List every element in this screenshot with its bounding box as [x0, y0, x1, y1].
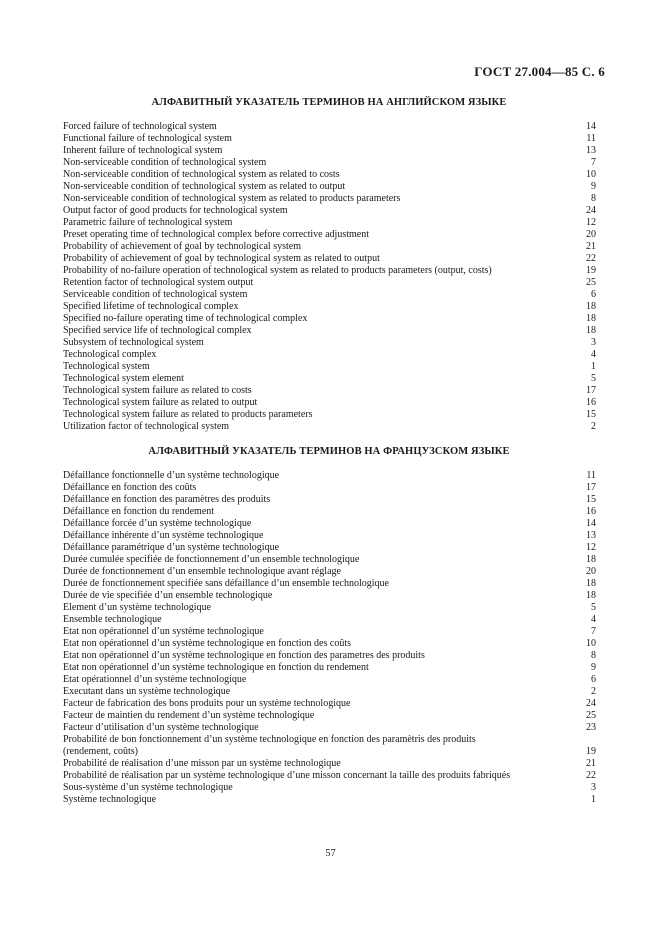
entry-term-number: 13 [586, 530, 596, 541]
index-entry [63, 133, 596, 145]
entry-term [63, 373, 596, 385]
entry-term-number: 4 [591, 614, 596, 625]
entry-term-number: 6 [591, 674, 596, 685]
entry-term-text: Non-serviceable condition of technological system as related to output [63, 181, 346, 192]
entry-term-number: 19 [586, 746, 596, 757]
index-entry [63, 590, 596, 602]
entry-term [63, 506, 596, 518]
entry-term [63, 650, 596, 662]
index-entry [63, 205, 596, 217]
entry-term-number: 18 [586, 325, 596, 336]
index-entry [63, 337, 596, 349]
english-index-title: АЛФАВИТНЫЙ УКАЗАТЕЛЬ ТЕРМИНОВ НА АНГЛИЙСКОМ ЯЗЫКЕ [151, 97, 507, 108]
entry-term-number: 1 [591, 794, 596, 805]
index-entry [63, 145, 596, 157]
entry-term-text: Forced failure of technological system [63, 121, 217, 132]
entry-term [63, 794, 596, 806]
entry-term-number: 2 [591, 421, 596, 432]
entry-term [63, 710, 596, 722]
index-entry [63, 722, 596, 734]
entry-term [63, 686, 596, 698]
entry-term-number: 12 [586, 542, 596, 553]
index-entry [63, 518, 596, 530]
entry-term-text: Utilization factor of technological system [63, 421, 230, 432]
entry-term-number: 8 [591, 650, 596, 661]
index-entry [63, 277, 596, 289]
entry-term-number: 8 [591, 193, 596, 204]
document-reference: ГОСТ 27.004—85 С. 6 [474, 64, 605, 79]
index-entry [63, 530, 596, 542]
entry-term-text: Durée cumulée specifiée de fonctionnement d’un ensemble technologique [63, 554, 360, 565]
entry-term-number: 3 [591, 337, 596, 348]
index-entry [63, 758, 596, 770]
index-entry [63, 674, 596, 686]
entry-term [63, 566, 596, 578]
entry-term [63, 662, 596, 674]
entry-term [63, 770, 596, 782]
entry-term-text: Retention factor of technological system output [63, 277, 254, 288]
entry-term [63, 782, 596, 794]
entry-term-text: Element d’un système technologique [63, 602, 212, 613]
entry-term-number: 10 [586, 638, 596, 649]
entry-term [63, 121, 596, 133]
entry-term [63, 674, 596, 686]
entry-term [63, 313, 596, 325]
entry-term-text: Etat non opérationnel d’un système technologique en fonction des parametres des produits [63, 650, 425, 661]
entry-term-text: Facteur de fabrication des bons produits pour un système technologique [63, 698, 351, 709]
entry-term-text: Défaillance forcée d’un système technologique [63, 518, 252, 529]
entry-term-text: Output factor of good products for technological system [63, 205, 288, 216]
entry-term-number: 18 [586, 578, 596, 589]
entry-term-number: 6 [591, 289, 596, 300]
entry-term-number: 16 [586, 506, 596, 517]
entry-term-number: 2 [591, 686, 596, 697]
entry-term [63, 482, 596, 494]
entry-term [63, 614, 596, 626]
entry-term-number: 11 [586, 470, 596, 481]
entry-term [63, 554, 596, 566]
entry-term-number: 7 [591, 626, 596, 637]
entry-term [63, 169, 596, 181]
entry-term-text: Specified no-failure operating time of technological complex [63, 313, 308, 324]
entry-term [63, 253, 596, 265]
index-entry [63, 650, 596, 662]
index-entry [63, 710, 596, 722]
entry-term [63, 409, 596, 421]
entry-term-text: Facteur de maintien du rendement d’un système technologique [63, 710, 315, 721]
entry-term-text: Système technologique [63, 794, 157, 805]
entry-term-text: Probabilité de réalisation par un système technologique d’une misson concernant la taille des produits fabriqués [63, 770, 511, 781]
index-entry [63, 193, 596, 205]
entry-term [63, 337, 596, 349]
entry-term [63, 421, 596, 433]
entry-term [63, 289, 596, 301]
entry-term-number: 7 [591, 157, 596, 168]
entry-term-text: Specified service life of technological complex [63, 325, 252, 336]
entry-term-text: Défaillance fonctionnelle d’un système technologique [63, 470, 280, 481]
entry-term-number: 25 [586, 277, 596, 288]
entry-term [63, 193, 596, 205]
entry-term-number: 3 [591, 782, 596, 793]
index-entry [63, 602, 596, 614]
index-entry [63, 494, 596, 506]
index-entry [63, 385, 596, 397]
entry-term-text: Défaillance en fonction du rendement [63, 506, 215, 517]
entry-term-number: 24 [586, 698, 596, 709]
entry-term-number: 15 [586, 409, 596, 420]
index-entry [63, 241, 596, 253]
index-entry [63, 482, 596, 494]
entry-term [63, 530, 596, 542]
page-number: 57 [325, 848, 336, 859]
index-entry [63, 373, 596, 385]
entry-term [63, 542, 596, 554]
index-entry [63, 397, 596, 409]
index-entry [63, 794, 596, 806]
entry-term-number: 17 [586, 482, 596, 493]
index-entry [63, 157, 596, 169]
entry-term-text: Technological system failure as related to costs [63, 385, 252, 396]
index-entry [63, 313, 596, 325]
index-entry [63, 409, 596, 421]
entry-term [63, 277, 596, 289]
entry-term-number: 16 [586, 397, 596, 408]
index-entry [63, 217, 596, 229]
entry-term-text: Serviceable condition of technological system [63, 289, 248, 300]
entry-term-text: Etat non opérationnel d’un système technologique en fonction des coûts [63, 638, 351, 649]
entry-term-number: 5 [591, 602, 596, 613]
index-entry [63, 169, 596, 181]
entry-term [63, 349, 596, 361]
index-entry [63, 289, 596, 301]
entry-term-text: Ensemble technologique [63, 614, 162, 625]
entry-term-number: 20 [586, 566, 596, 577]
french-index-title: АЛФАВИТНЫЙ УКАЗАТЕЛЬ ТЕРМИНОВ НА ФРАНЦУЗСКОМ ЯЗЫКЕ [148, 446, 510, 457]
entry-term-number: 23 [586, 722, 596, 733]
entry-term-text: Executant dans un système technologique [63, 686, 231, 697]
entry-term-text: Etat opérationnel d’un système technologique [63, 674, 247, 685]
entry-term-number: 18 [586, 301, 596, 312]
entry-term-text: Preset operating time of technological complex before corrective adjustment [63, 229, 369, 240]
entry-term-text: Probabilité de bon fonctionnement d’un système technologique en fonction des paramètris des produits [63, 734, 476, 745]
entry-term [63, 638, 596, 650]
english-term-list [63, 121, 596, 433]
index-entry [63, 734, 596, 758]
entry-term [63, 758, 596, 770]
index-entry [63, 686, 596, 698]
entry-term [63, 385, 596, 397]
entry-term-number: 24 [586, 205, 596, 216]
entry-term-number: 17 [586, 385, 596, 396]
index-entry [63, 361, 596, 373]
entry-term-number: 12 [586, 217, 596, 228]
entry-term-text: Probabilité de réalisation d’une misson par un système technologique [63, 758, 341, 769]
index-entry [63, 554, 596, 566]
index-entry [63, 698, 596, 710]
entry-term-text: Durée de vie specifiée d’un ensemble technologique [63, 590, 273, 601]
entry-term-text: Non-serviceable condition of technological system as related to products parameters [63, 193, 401, 204]
entry-term-text: Specified lifetime of technological complex [63, 301, 239, 312]
entry-term [63, 470, 596, 482]
index-entry [63, 325, 596, 337]
index-entry [63, 253, 596, 265]
entry-term-text: Technological system [63, 361, 150, 372]
entry-term-text: Défaillance paramétrique d’un système technologique [63, 542, 280, 553]
entry-term-text: Technological system failure as related to products parameters [63, 409, 313, 420]
index-entry [63, 638, 596, 650]
entry-term-text: Technological system element [63, 373, 184, 384]
index-entry [63, 542, 596, 554]
entry-term [63, 265, 596, 277]
index-entry [63, 349, 596, 361]
entry-term [63, 602, 596, 614]
index-entry [63, 506, 596, 518]
entry-term-text: Défaillance en fonction des paramètres des produits [63, 494, 271, 505]
entry-term [63, 494, 596, 506]
entry-term-number: 18 [586, 313, 596, 324]
entry-term-text: Probability of achievement of goal by technological system [63, 241, 301, 252]
index-entry [63, 626, 596, 638]
entry-term [63, 205, 596, 217]
index-entry [63, 181, 596, 193]
index-entry [63, 301, 596, 313]
entry-term [63, 241, 596, 253]
entry-term-number: 1 [591, 361, 596, 372]
entry-term-continuation: (rendement, coûts) [63, 746, 138, 757]
entry-term-text: Etat non opérationnel d’un système technologique [63, 626, 264, 637]
entry-term [63, 734, 596, 758]
entry-term [63, 578, 596, 590]
entry-term-text: Durée de fonctionnement specifiée sans défaillance d’un ensemble technologique [63, 578, 389, 589]
entry-term-number: 19 [586, 265, 596, 276]
entry-term-text: Probability of no-failure operation of technological system as related to products parameters (output, costs) [63, 265, 492, 276]
entry-term [63, 145, 596, 157]
entry-term-text: Functional failure of technological system [63, 133, 232, 144]
french-term-list [63, 470, 596, 806]
entry-term-text: Défaillance inhérente d’un système technologique [63, 530, 264, 541]
entry-term-number: 22 [586, 770, 596, 781]
entry-term-number: 22 [586, 253, 596, 264]
index-entry [63, 265, 596, 277]
entry-term [63, 397, 596, 409]
index-entry [63, 614, 596, 626]
entry-term [63, 217, 596, 229]
entry-term-text: Sous-système d’un système technologique [63, 782, 233, 793]
entry-term-text: Inherent failure of technological system [63, 145, 223, 156]
entry-term-text: Parametric failure of technological system [63, 217, 233, 228]
index-entry [63, 121, 596, 133]
entry-term [63, 181, 596, 193]
entry-term [63, 229, 596, 241]
entry-term [63, 698, 596, 710]
entry-term-text: Défaillance en fonction des coûts [63, 482, 197, 493]
entry-term [63, 301, 596, 313]
entry-term-number: 13 [586, 145, 596, 156]
entry-term-text: Non-serviceable condition of technological system [63, 157, 267, 168]
entry-term-text: Subsystem of technological system [63, 337, 204, 348]
entry-term [63, 590, 596, 602]
entry-term-number: 9 [591, 662, 596, 673]
index-entry [63, 662, 596, 674]
index-entry [63, 578, 596, 590]
index-entry [63, 770, 596, 782]
entry-term-number: 18 [586, 554, 596, 565]
entry-term [63, 325, 596, 337]
entry-term [63, 722, 596, 734]
entry-term-number: 9 [591, 181, 596, 192]
entry-term-number: 5 [591, 373, 596, 384]
entry-term-number: 15 [586, 494, 596, 505]
entry-term-text: Etat non opérationnel d’un système technologique en fonction du rendement [63, 662, 369, 673]
entry-term-text: Technological complex [63, 349, 157, 360]
entry-term-number: 21 [586, 241, 596, 252]
entry-term [63, 157, 596, 169]
entry-term [63, 361, 596, 373]
entry-term-number: 21 [586, 758, 596, 769]
entry-term-number: 25 [586, 710, 596, 721]
entry-term-number: 4 [591, 349, 596, 360]
entry-term-number: 14 [586, 121, 596, 132]
index-entry [63, 782, 596, 794]
entry-term-number: 18 [586, 590, 596, 601]
index-entry [63, 421, 596, 433]
entry-term-text: Technological system failure as related to output [63, 397, 258, 408]
entry-term-text: Facteur d’utilisation d’un système technologique [63, 722, 259, 733]
entry-term-number: 11 [586, 133, 596, 144]
entry-term [63, 133, 596, 145]
entry-term-number: 20 [586, 229, 596, 240]
entry-term-text: Durée de fonctionnement d’un ensemble technologique avant réglage [63, 566, 341, 577]
entry-term-number: 10 [586, 169, 596, 180]
index-entry [63, 229, 596, 241]
entry-term-text: Non-serviceable condition of technological system as related to costs [63, 169, 340, 180]
index-entry [63, 566, 596, 578]
entry-term-number: 14 [586, 518, 596, 529]
entry-term [63, 626, 596, 638]
index-entry [63, 470, 596, 482]
entry-term-text: Probability of achievement of goal by technological system as related to output [63, 253, 380, 264]
entry-term [63, 518, 596, 530]
